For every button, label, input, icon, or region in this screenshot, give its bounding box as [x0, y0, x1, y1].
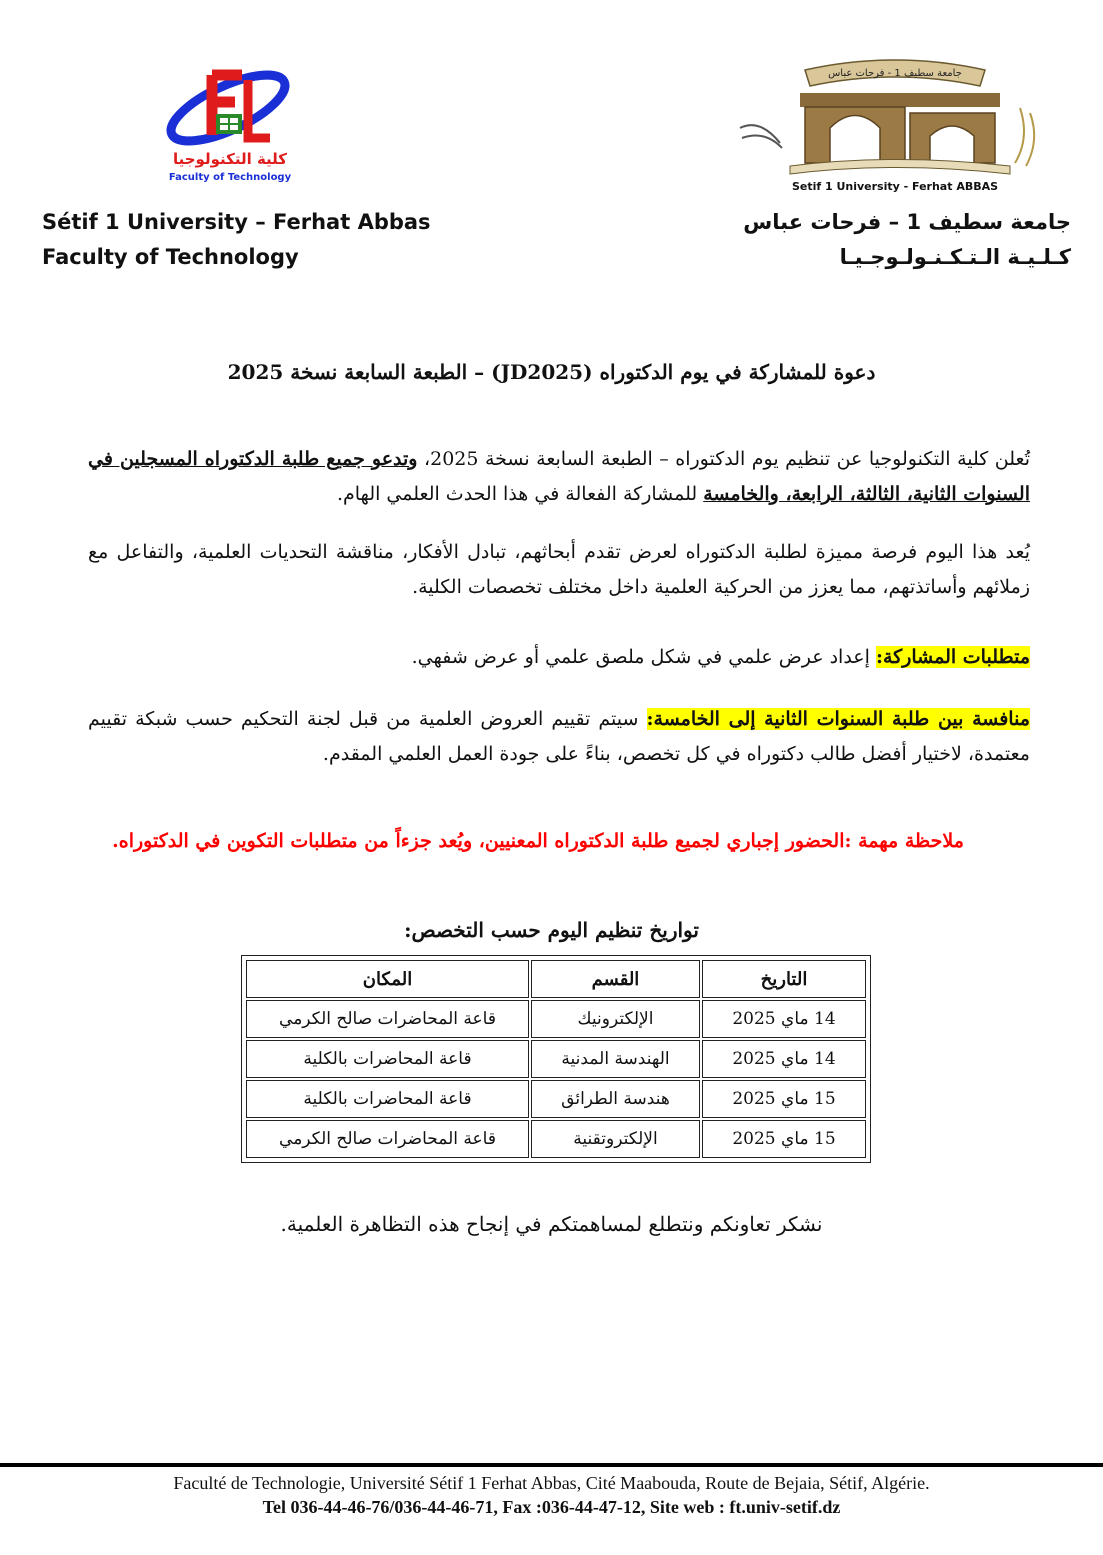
footer-address: Faculté de Technologie, Université Sétif 1 Ferhat Abbas, Cité Maabouda, Route de Bejaia, Sétif, Algérie. [173, 1473, 930, 1493]
logo-left-english: Faculty of Technology [168, 172, 292, 183]
faculty-logo [150, 50, 310, 190]
header-dept: القسم [531, 960, 700, 998]
document-title: دعوة للمشاركة في يوم الدكتوراه (JD2025) – الطبعة السابعة نسخة 2025 [227, 360, 876, 384]
cell-date: 14 ماي 2025 [702, 1040, 866, 1078]
table-row [246, 1120, 866, 1158]
schedule-title: تواريخ تنظيم اليوم حسب التخصص: [404, 918, 699, 942]
faculty-name-ar: كـلـيـة الـتـكـنـولـوجـيـا [839, 245, 1071, 269]
university-name-en: Sétif 1 University – Ferhat Abbas [42, 210, 431, 234]
thanks-text: نشكر تعاونكم ونتطلع لمساهمتكم في إنجاح هذه التظاهرة العلمية. [280, 1212, 823, 1236]
header-date: التاريخ [702, 960, 866, 998]
cell-place: قاعة المحاضرات بالكلية [246, 1040, 529, 1078]
header-place: المكان [246, 960, 529, 998]
footer-divider [0, 1463, 1103, 1467]
cell-date: 15 ماي 2025 [702, 1080, 866, 1118]
cell-dept: الإلكترونيك [531, 1000, 700, 1038]
description-paragraph: يُعد هذا اليوم فرصة مميزة لطلبة الدكتوراه لعرض تقدم أبحاثهم، تبادل الأفكار، مناقشة التحديات العلمية، والتفاعل مع زملائهم وأساتذتهم، مما يعزز من الحركية العلمية داخل مختلف تخصصات الكلية. [88, 541, 1030, 598]
table-row [246, 1000, 866, 1038]
cell-place: قاعة المحاضرات بالكلية [246, 1080, 529, 1118]
competition-label: منافسة بين طلبة السنوات الثانية إلى الخامسة: [646, 708, 1030, 730]
faculty-name-en: Faculty of Technology [42, 245, 299, 269]
intro-paragraph [88, 442, 1030, 512]
cell-dept: الهندسة المدنية [531, 1040, 700, 1078]
cell-place: قاعة المحاضرات صالح الكرمي [246, 1000, 529, 1038]
intro-invitation: وتدعو جميع طلبة الدكتوراه المسجلين في السنوات الثانية، الثالثة، الرابعة، والخامسة [88, 448, 1030, 505]
university-name-ar: جامعة سطيف 1 – فرحات عباس [743, 210, 1071, 234]
cell-dept: الإلكتروتقنية [531, 1120, 700, 1158]
intro-text-1: تُعلن كلية التكنولوجيا عن تنظيم يوم الدكتوراه – الطبعة السابعة نسخة 2025، [417, 448, 1031, 470]
schedule-table [241, 955, 871, 1163]
university-logo [730, 48, 1060, 198]
logo-left-arabic: كلية التكنولوجيا [172, 150, 288, 168]
intro-text-2: للمشاركة الفعالة في هذا الحدث العلمي الهام. [336, 483, 704, 505]
header-right [651, 205, 1071, 275]
competition-text: سيتم تقييم العروض العلمية من قبل لجنة التحكيم حسب شبكة تقييم معتمدة، لاختيار أفضل طالب دكتوراه في كل تخصص، بناءً على جودة العمل العلمي المقدم. [88, 708, 1030, 765]
competition-paragraph [88, 702, 1030, 772]
cell-dept: هندسة الطرائق [531, 1080, 700, 1118]
requirements-label: متطلبات المشاركة: [875, 646, 1030, 668]
table-row [246, 1040, 866, 1078]
footer-contact: Tel 036-44-46-76/036-44-46-71, Fax :036-44-47-12, Site web : ft.univ-setif.dz [262, 1497, 841, 1517]
table-header-row [246, 960, 866, 998]
logo-right-arabic: جامعة سطيف 1 - فرحات عباس [828, 68, 962, 79]
important-note: ملاحظة مهمة :الحضور إجباري لجميع طلبة الدكتوراه المعنيين، ويُعد جزءاً من متطلبات التكوين في الدكتوراه. [112, 830, 964, 852]
header-left [42, 205, 431, 275]
cell-place: قاعة المحاضرات صالح الكرمي [246, 1120, 529, 1158]
cell-date: 15 ماي 2025 [702, 1120, 866, 1158]
requirements-paragraph [88, 640, 1030, 675]
logo-right-english: Setif 1 University - Ferhat ABBAS [791, 180, 999, 193]
requirements-text: إعداد عرض علمي في شكل ملصق علمي أو عرض شفهي. [411, 646, 876, 668]
cell-date: 14 ماي 2025 [702, 1000, 866, 1038]
table-row [246, 1080, 866, 1118]
